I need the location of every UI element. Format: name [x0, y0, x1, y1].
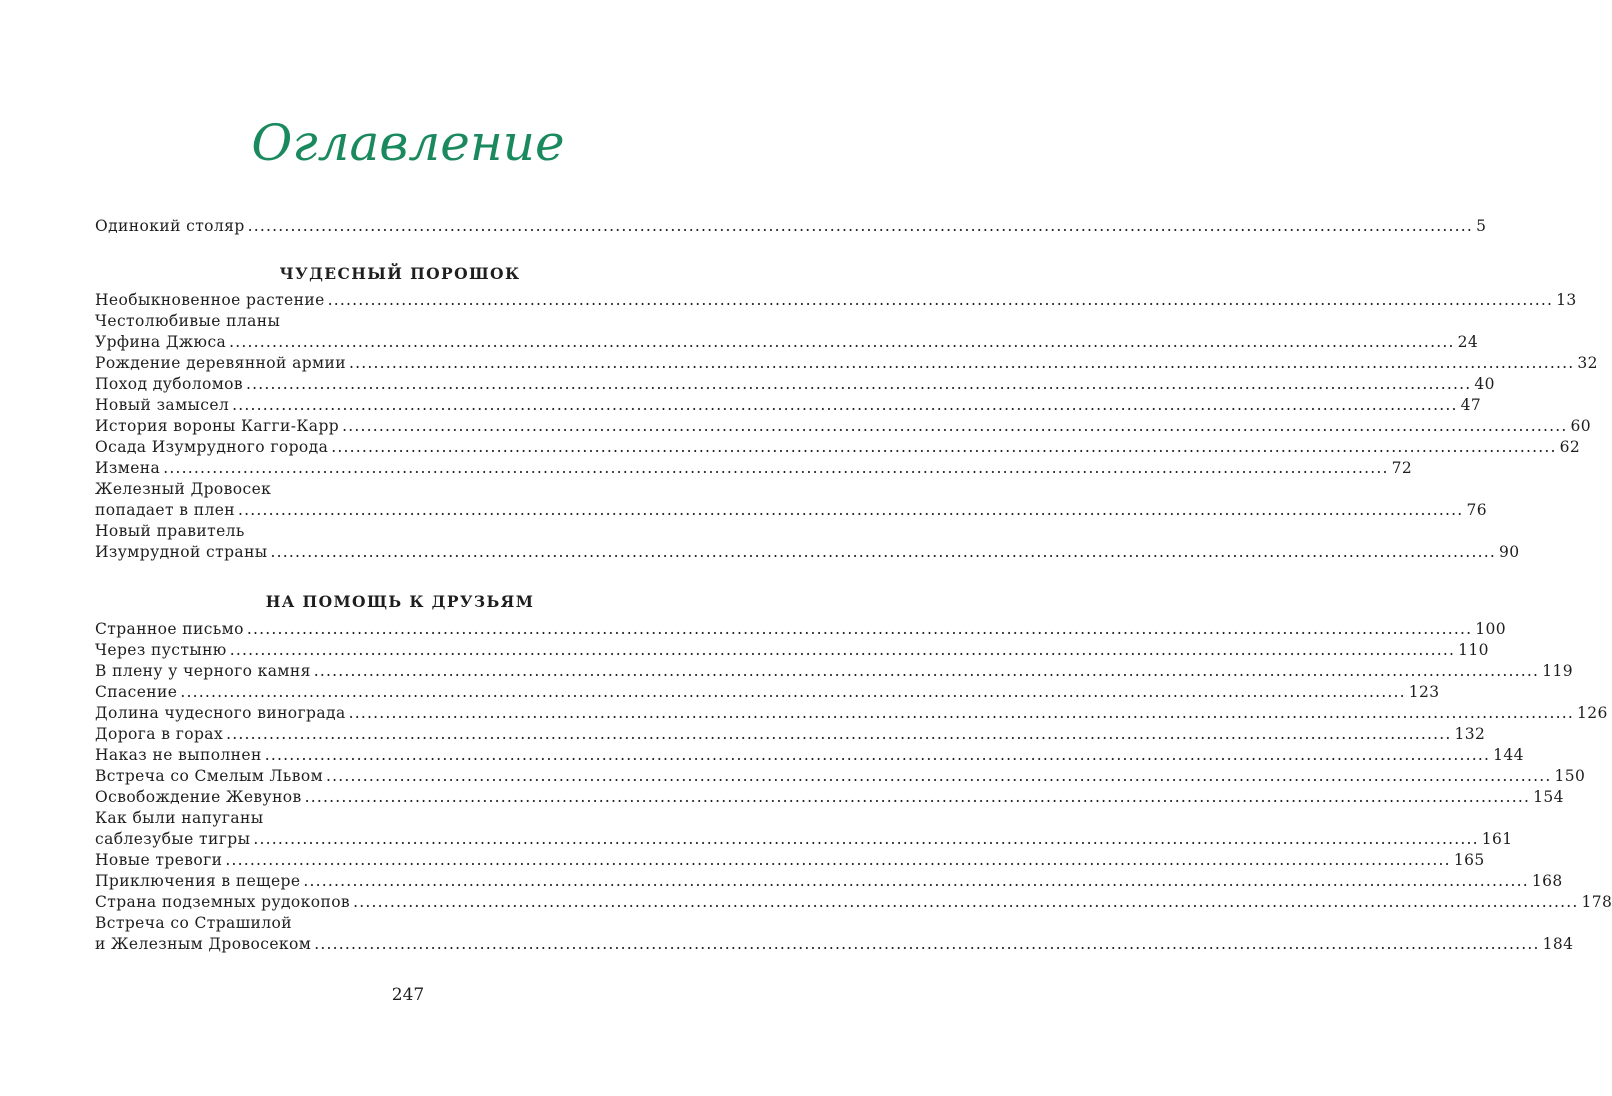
toc-entry: [95, 892, 1612, 913]
section-heading: ЧУДЕСНЫЙ ПОРОШОК: [279, 264, 521, 283]
entry-page: 119: [1542, 662, 1573, 680]
toc-entry: [95, 724, 1486, 745]
entry-title: Новый замысел: [95, 396, 230, 414]
entry-title: Урфина Джюса: [95, 333, 227, 351]
leader-dots: ........................................................................................................................................................................................................: [253, 830, 1479, 848]
entry-page: 5: [1476, 217, 1487, 235]
leader-dots: ........................................................................................................................................................................................................: [229, 641, 1456, 659]
leader-dots: ........................................................................................................................................................................................................: [163, 459, 1389, 477]
section-heading: НА ПОМОЩЬ К ДРУЗЬЯМ: [265, 592, 535, 611]
entry-title: Освобождение Жевунов: [95, 788, 302, 806]
toc-entry: [95, 374, 1495, 395]
leader-dots: ........................................................................................................................................................................................................: [331, 438, 1557, 456]
leader-dots: ........................................................................................................................................................................................................: [232, 396, 1458, 414]
leader-dots: ........................................................................................................................................................................................................: [327, 291, 1554, 309]
entry-page: 110: [1458, 641, 1489, 659]
entry-title: Поход дуболомов: [95, 375, 244, 393]
leader-dots: ........................................................................................................................................................................................................: [246, 620, 1473, 638]
toc-entry: [95, 640, 1489, 661]
entry-page: 32: [1577, 354, 1598, 372]
entry-title-line: Как были напуганы: [95, 809, 264, 827]
toc-entry: [95, 458, 1413, 479]
toc-section-2: [95, 619, 1612, 955]
leader-dots: ........................................................................................................................................................................................................: [304, 788, 1531, 806]
entry-title: Долина чудесного винограда: [95, 704, 346, 722]
entry-title: В плену у черного камня: [95, 662, 311, 680]
entry-page: 100: [1475, 620, 1507, 638]
entry-title: Дорога в горах: [95, 725, 224, 743]
entry-title: саблезубые тигры: [95, 830, 251, 848]
leader-dots: ........................................................................................................................................................................................................: [314, 935, 1540, 953]
entry-title: Наказ не выполнен: [95, 746, 262, 764]
entry-title: Необыкновенное растение: [95, 291, 325, 309]
toc-intro: [95, 216, 1487, 237]
toc-entry: [95, 395, 1482, 416]
entry-page: 24: [1457, 333, 1479, 351]
toc-entry: [95, 871, 1563, 892]
entry-page: 126: [1577, 704, 1608, 722]
entry-title: Спасение: [95, 683, 178, 701]
entry-page: 184: [1542, 935, 1574, 953]
toc-entry: [95, 682, 1440, 703]
entry-title: Новые тревоги: [95, 851, 223, 869]
entry-page: 165: [1453, 851, 1485, 869]
entry-title: Странное письмо: [95, 620, 244, 638]
entry-page: 178: [1581, 893, 1612, 911]
table-of-contents: [95, 216, 1612, 955]
entry-title: Измена: [95, 459, 161, 477]
entry-title: и Железным Дровосеком: [95, 935, 312, 953]
entry-title: Осада Изумрудного города: [95, 438, 329, 456]
toc-entry: [95, 416, 1592, 437]
leader-dots: ........................................................................................................................................................................................................: [353, 893, 1579, 911]
entry-page: 123: [1408, 683, 1440, 701]
entry-title-line: Новый правитель: [95, 522, 245, 540]
entry-page: 150: [1554, 767, 1586, 785]
toc-entry: [95, 745, 1524, 766]
toc-entry: [95, 290, 1577, 311]
toc-entry: [95, 437, 1581, 458]
leader-dots: ........................................................................................................................................................................................................: [270, 543, 1496, 561]
entry-title: Одинокий столяр: [95, 217, 245, 235]
entry-page: 40: [1474, 375, 1495, 393]
leader-dots: ........................................................................................................................................................................................................: [229, 333, 1455, 351]
leader-dots: ........................................................................................................................................................................................................: [226, 725, 1452, 743]
entry-page: 161: [1481, 830, 1513, 848]
entry-title: попадает в плен: [95, 501, 236, 519]
leader-dots: ........................................................................................................................................................................................................: [348, 354, 1575, 372]
entry-title: Встреча со Смелым Львом: [95, 767, 324, 785]
entry-title: Страна подземных рудокопов: [95, 893, 351, 911]
leader-dots: ........................................................................................................................................................................................................: [246, 375, 1472, 393]
entry-title-line: Честолюбивые планы: [95, 312, 281, 330]
entry-title: Изумрудной страны: [95, 543, 268, 561]
entry-page: 62: [1559, 438, 1581, 456]
leader-dots: ........................................................................................................................................................................................................: [313, 662, 1540, 680]
entry-page: 132: [1454, 725, 1486, 743]
toc-entry: [95, 829, 1513, 850]
toc-section-1: [95, 290, 1598, 563]
leader-dots: ........................................................................................................................................................................................................: [326, 767, 1552, 785]
toc-entry: [95, 766, 1586, 787]
entry-title: Приключения в пещере: [95, 872, 301, 890]
leader-dots: ........................................................................................................................................................................................................: [238, 501, 1464, 519]
toc-entry: [95, 542, 1520, 563]
entry-page: 72: [1391, 459, 1413, 477]
toc-entry: [95, 703, 1608, 724]
entry-title-line: Железный Дровосек: [95, 480, 272, 498]
page-number: 247: [391, 985, 425, 1005]
toc-entry: [95, 661, 1573, 682]
toc-entry: [95, 332, 1479, 353]
toc-entry: [95, 353, 1598, 374]
toc-entry: [95, 216, 1487, 237]
leader-dots: ........................................................................................................................................................................................................: [264, 746, 1491, 764]
entry-page: 154: [1533, 788, 1564, 806]
toc-entry: [95, 850, 1485, 871]
entry-title: История вороны Кагги-Карр: [95, 417, 340, 435]
leader-dots: ........................................................................................................................................................................................................: [247, 217, 1474, 235]
leader-dots: ........................................................................................................................................................................................................: [225, 851, 1451, 869]
entry-page: 47: [1460, 396, 1482, 414]
entry-page: 60: [1570, 417, 1592, 435]
entry-page: 168: [1531, 872, 1563, 890]
leader-dots: ........................................................................................................................................................................................................: [342, 417, 1568, 435]
entry-page: 13: [1556, 291, 1577, 309]
leader-dots: ........................................................................................................................................................................................................: [303, 872, 1529, 890]
entry-page: 144: [1493, 746, 1524, 764]
toc-entry: [95, 934, 1574, 955]
entry-page: 90: [1498, 543, 1520, 561]
entry-title-line: Встреча со Страшилой: [95, 914, 292, 932]
entry-title: Через пустыню: [95, 641, 227, 659]
toc-entry: [95, 787, 1564, 808]
entry-title: Рождение деревянной армии: [95, 354, 346, 372]
entry-page: 76: [1466, 501, 1487, 519]
leader-dots: ........................................................................................................................................................................................................: [180, 683, 1406, 701]
leader-dots: ........................................................................................................................................................................................................: [348, 704, 1575, 722]
page-title: Оглавление: [251, 114, 565, 172]
toc-entry: [95, 500, 1487, 521]
toc-entry: [95, 619, 1507, 640]
